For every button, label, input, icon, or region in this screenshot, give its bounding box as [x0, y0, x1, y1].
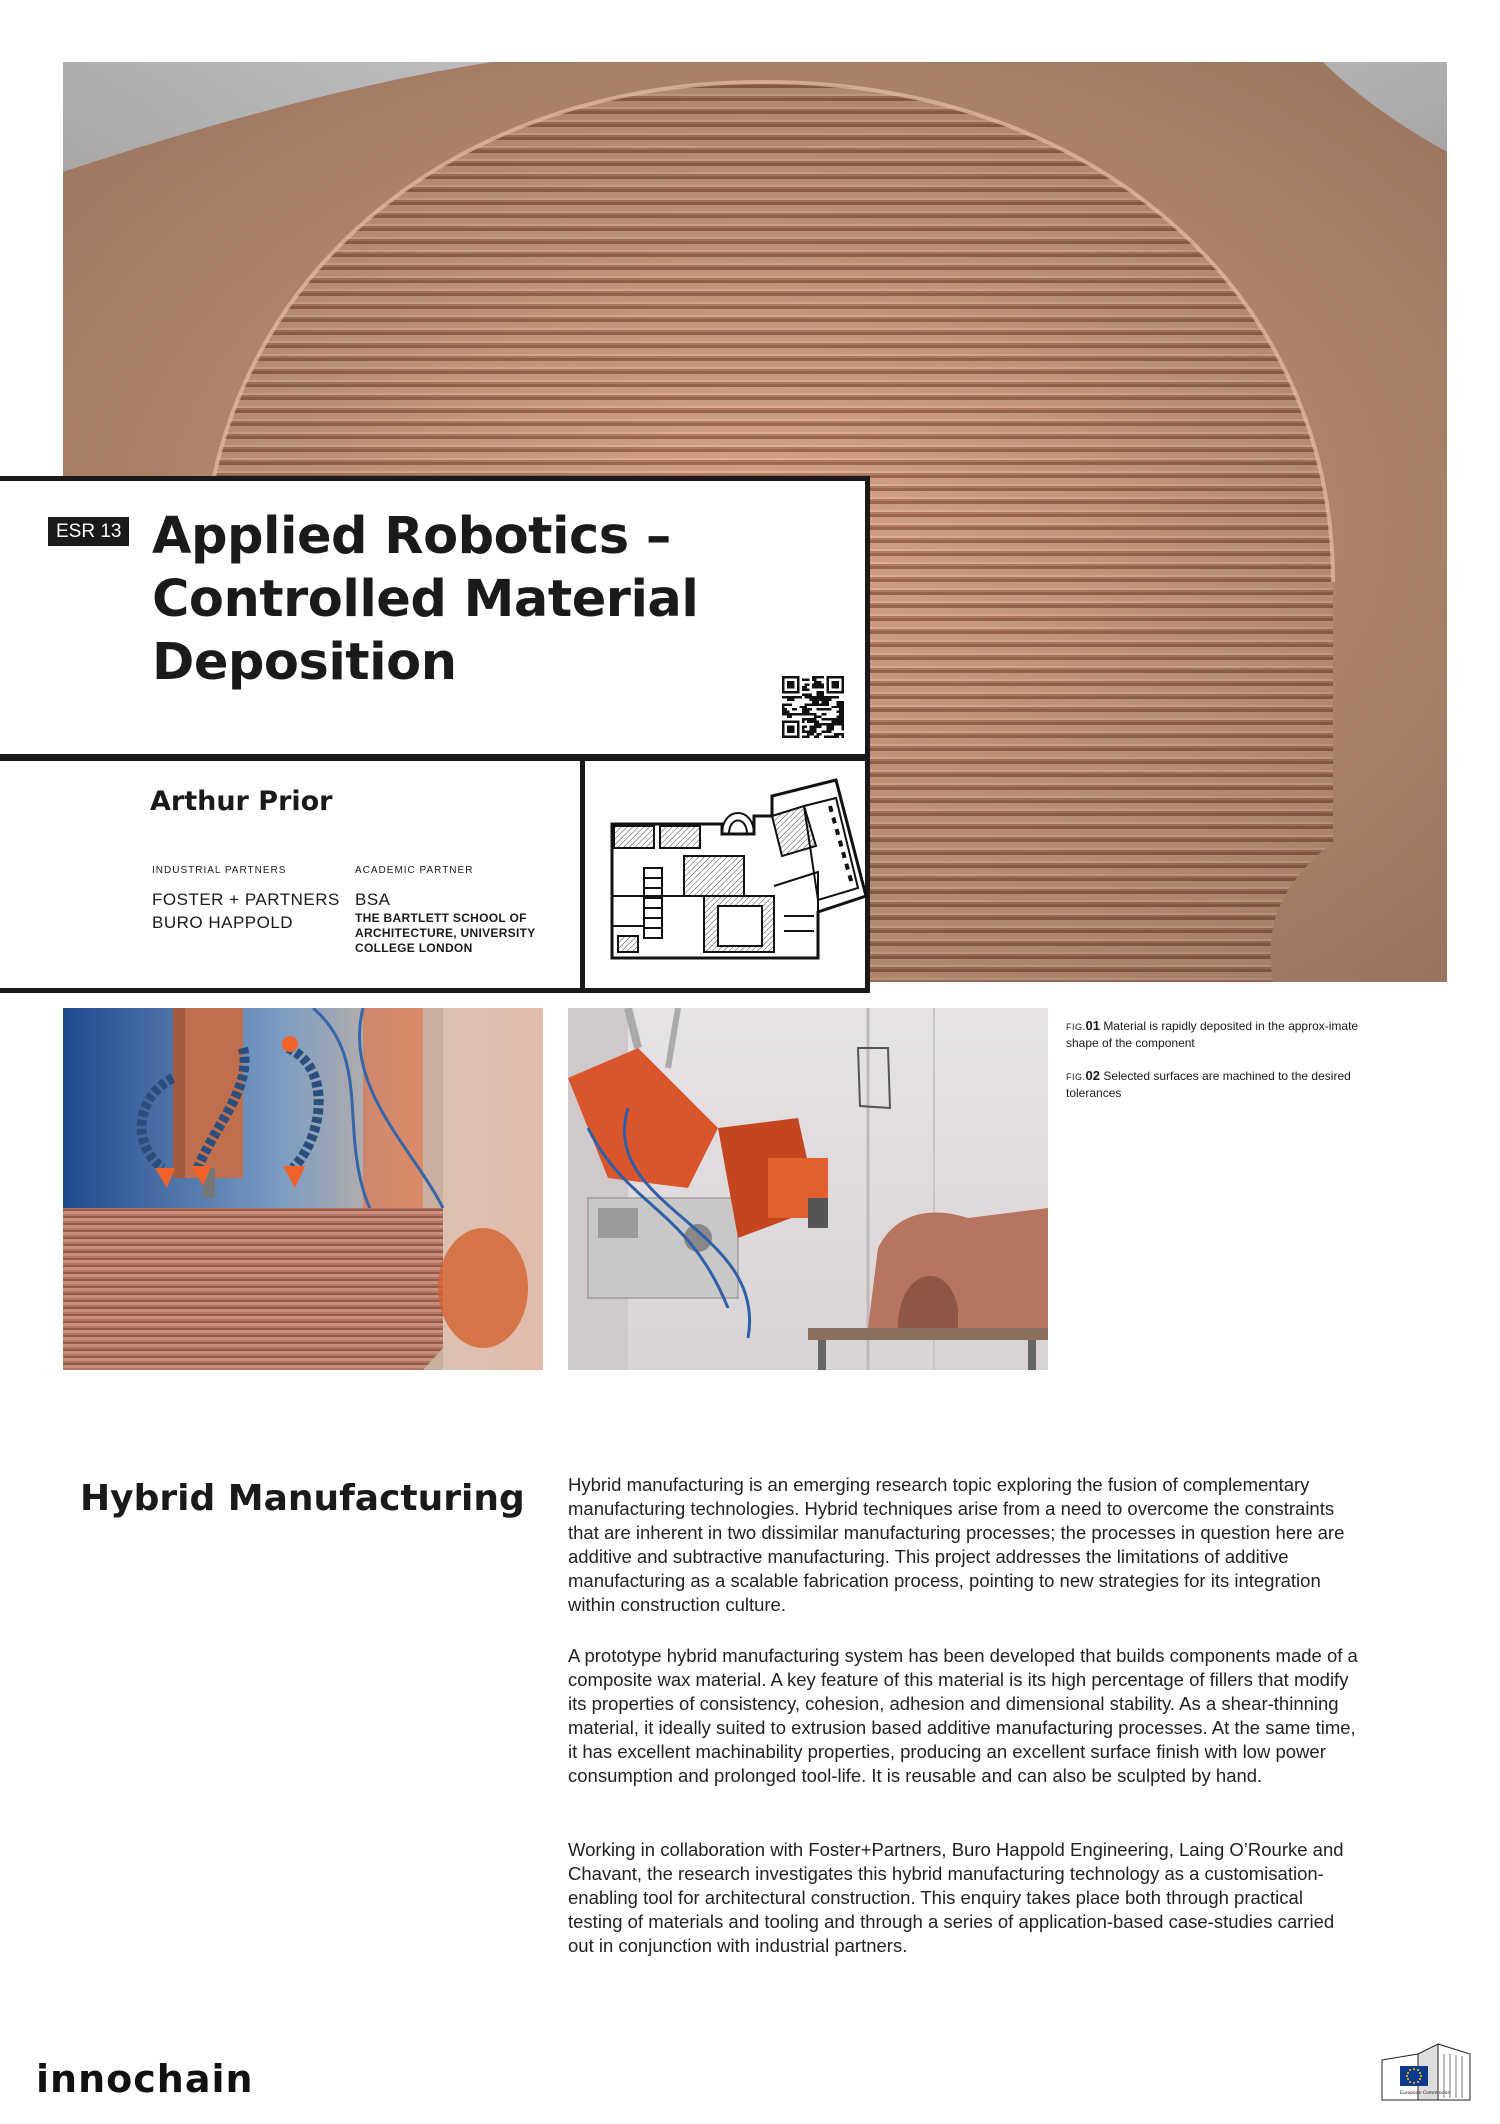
esr-badge: ESR 13 — [48, 517, 129, 546]
body-paragraph: Working in collaboration with Foster+Partners, Buro Happold Engineering, Laing O’Rourke and Chavant, the research investigates this hybrid manufacturing technology as a customisation-enabling tool for architectural construction. This enquiry takes place both through practical testing of materials and tooling and through a series of application-based case-studies carried out in conjunction with industrial partners. — [568, 1839, 1344, 1956]
industrial-partner: BURO HAPPOLD — [152, 913, 294, 932]
author-name: Arthur Prior — [150, 786, 333, 817]
floor-plan-drawing — [604, 776, 874, 964]
industrial-partner: FOSTER + PARTNERS — [152, 890, 340, 909]
figure-caption: FIG.02 Selected surfaces are machined to the desired tolerances — [1066, 1068, 1351, 1100]
body-paragraph: Hybrid manufacturing is an emerging research topic exploring the fusion of complementary manufacturing technologies. Hybrid techniques arise from a need to overcome the constraints that are inherent in two dissimilar manufacturing processes; the processes in question here are additive and subtractive manufacturing. This project addresses the limitations of additive manufacturing as a scalable fabrication process, pointing to new strategies for its integration within construction culture. — [568, 1474, 1345, 1615]
section-title: Hybrid Manufacturing — [80, 1478, 525, 1519]
european-commission-logo — [1378, 2040, 1474, 2110]
academic-partner-full: THE BARTLETT SCHOOL OF ARCHITECTURE, UNIVERSITY COLLEGE LONDON — [355, 911, 536, 955]
svg-text:European Commission: European Commission — [1400, 2091, 1451, 2096]
svg-text:innochain: innochain — [36, 2057, 254, 2101]
innochain-logo[interactable] — [36, 2056, 286, 2106]
academic-partner-label: ACADEMIC PARTNER — [355, 865, 474, 876]
academic-partner: BSA — [355, 890, 391, 909]
qr-code[interactable] — [782, 676, 844, 738]
body-paragraph: A prototype hybrid manufacturing system has been developed that builds components made of a composite wax material. A key feature of this material is its high percentage of fillers that modify its properties of consistency, cohesion, adhesion and dimensional stability. As a shear-thinning material, it ideally suited to extrusion based additive manufacturing processes. At the same time, it has excellent machinability properties, producing an excellent surface finish with low power consumption and prolonged tool-life. It is reusable and can also be sculpted by hand. — [568, 1645, 1358, 1786]
figure-caption: FIG.01 Material is rapidly deposited in the approx-imate shape of the component — [1066, 1018, 1359, 1050]
photo-deposition — [63, 1008, 543, 1370]
page-title: Applied Robotics – Controlled Material Deposition — [152, 507, 699, 692]
info-divider — [580, 756, 585, 993]
industrial-partners-label: INDUSTRIAL PARTNERS — [152, 865, 287, 876]
photo-machining — [568, 1008, 1048, 1370]
